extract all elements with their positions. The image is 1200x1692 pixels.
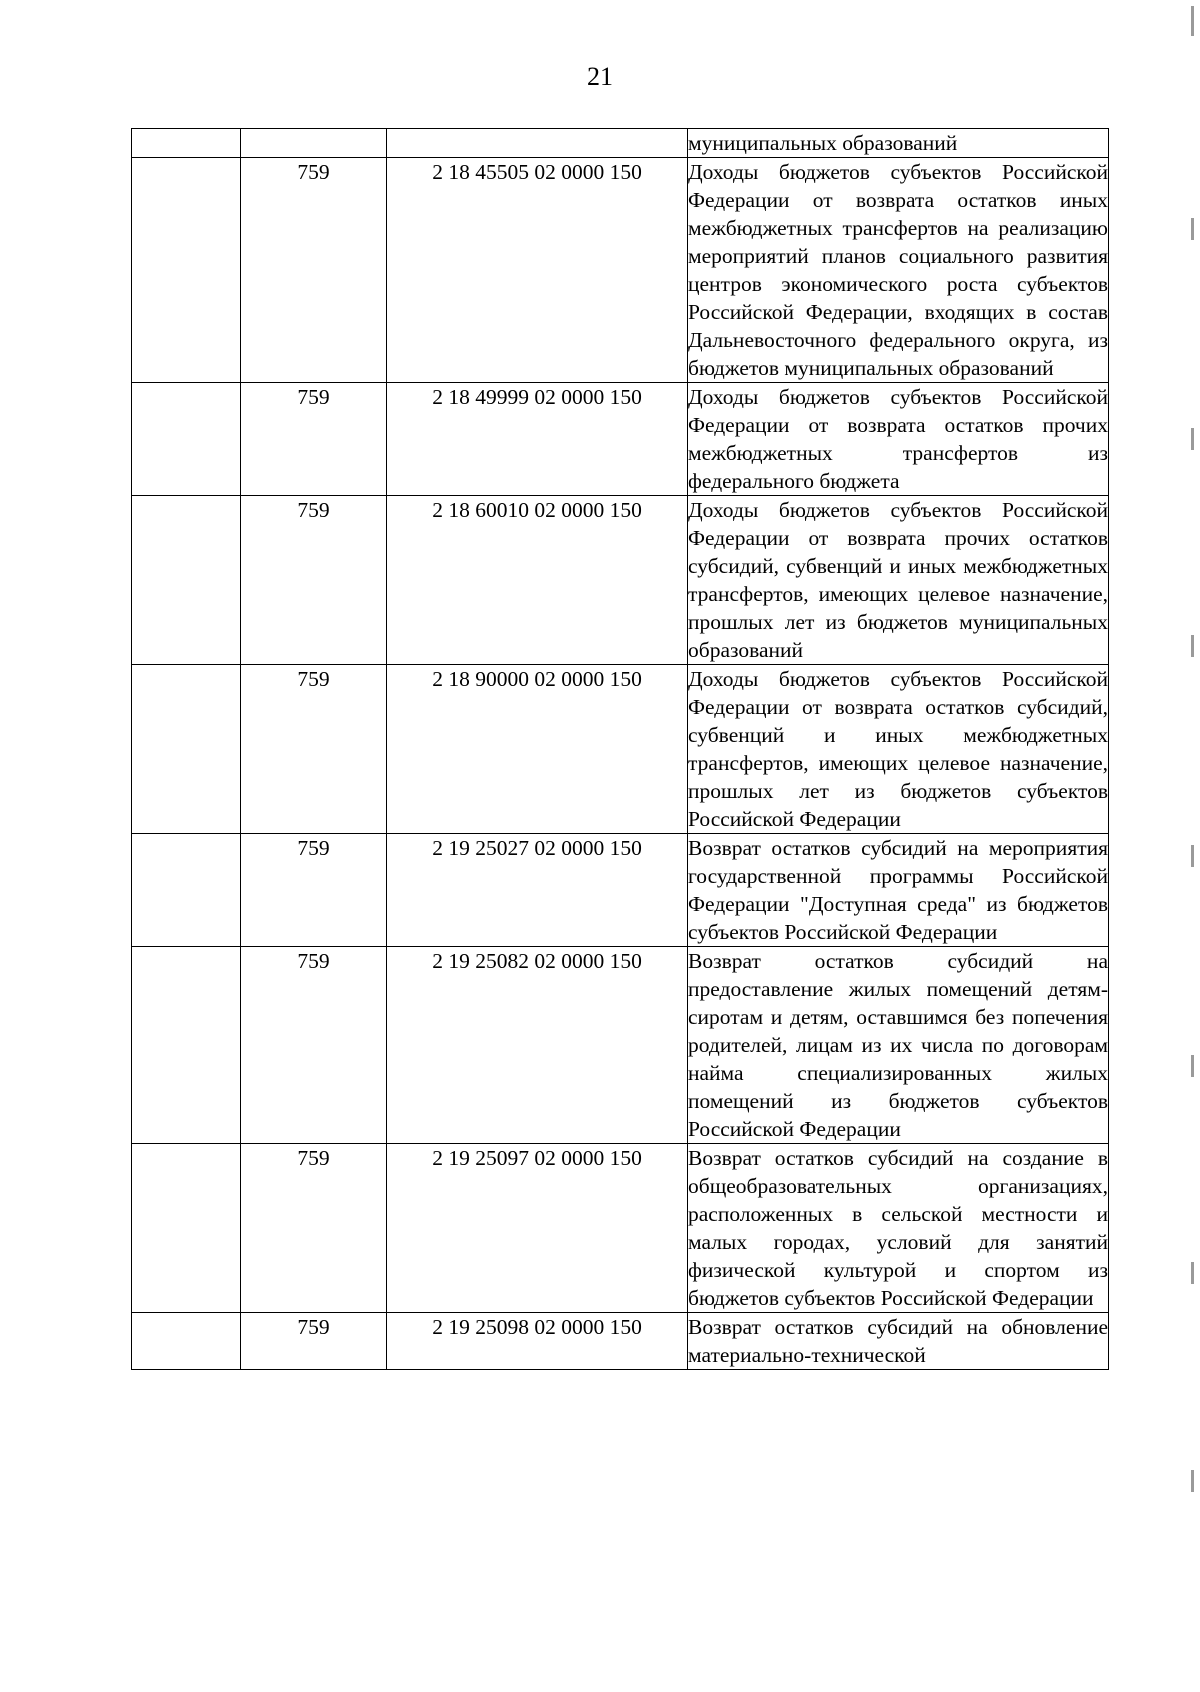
table-row — [132, 665, 1109, 834]
scan-edge-mark — [1191, 1470, 1194, 1492]
description-cell: Доходы бюджетов субъектов Российской Федерации от возврата остатков субсидий, субвенций и иных межбюджетных трансфертов, имеющих целевое назначение, прошлых лет из бюджетов субъектов Российской Федерации — [688, 665, 1109, 834]
admin-code-cell: 759 — [241, 1144, 387, 1313]
description-cell: муниципальных образований — [688, 129, 1109, 158]
row-index-cell — [132, 834, 241, 947]
budget-code-cell: 2 18 90000 02 0000 150 — [387, 665, 688, 834]
budget-code-cell: 2 19 25082 02 0000 150 — [387, 947, 688, 1144]
admin-code-cell: 759 — [241, 383, 387, 496]
description-cell: Доходы бюджетов субъектов Российской Федерации от возврата остатков прочих межбюджетных трансфертов из федерального бюджета — [688, 383, 1109, 496]
row-index-cell — [132, 383, 241, 496]
scan-edge-mark — [1191, 635, 1194, 657]
budget-code-cell: 2 18 49999 02 0000 150 — [387, 383, 688, 496]
row-index-cell — [132, 947, 241, 1144]
scan-edge-mark — [1191, 428, 1194, 450]
admin-code-cell: 759 — [241, 1313, 387, 1370]
budget-code-cell: 2 18 45505 02 0000 150 — [387, 158, 688, 383]
row-index-cell — [132, 1144, 241, 1313]
scan-edge-mark — [1191, 6, 1194, 36]
table-row — [132, 1313, 1109, 1370]
description-cell: Возврат остатков субсидий на обновление материально-технической — [688, 1313, 1109, 1370]
table-row-continuation — [132, 129, 1109, 158]
admin-code-cell: 759 — [241, 834, 387, 947]
budget-code-cell: 2 18 60010 02 0000 150 — [387, 496, 688, 665]
row-index-cell — [132, 129, 241, 158]
table-row — [132, 947, 1109, 1144]
description-cell: Возврат остатков субсидий на предоставление жилых помещений детям-сиротам и детям, оставшимся без попечения родителей, лицам из их числа по договорам найма специализированных жилых помещений из бюджетов субъектов Российской Федерации — [688, 947, 1109, 1144]
scan-edge-mark — [1191, 218, 1194, 240]
row-index-cell — [132, 1313, 241, 1370]
scan-edge-mark — [1191, 1055, 1194, 1077]
table-row — [132, 496, 1109, 665]
description-cell: Возврат остатков субсидий на мероприятия государственной программы Российской Федерации "Доступная среда" из бюджетов субъектов Российской Федерации — [688, 834, 1109, 947]
admin-code-cell: 759 — [241, 158, 387, 383]
description-cell: Доходы бюджетов субъектов Российской Федерации от возврата остатков иных межбюджетных трансфертов на реализацию мероприятий планов социального развития центров экономического роста субъектов Российской Федерации, входящих в состав Дальневосточного федерального округа, из бюджетов муниципальных образований — [688, 158, 1109, 383]
budget-code-cell: 2 19 25027 02 0000 150 — [387, 834, 688, 947]
table-row — [132, 1144, 1109, 1313]
budget-code-cell: 2 19 25097 02 0000 150 — [387, 1144, 688, 1313]
row-index-cell — [132, 665, 241, 834]
admin-code-cell: 759 — [241, 947, 387, 1144]
table-row — [132, 383, 1109, 496]
admin-code-cell — [241, 129, 387, 158]
description-cell: Возврат остатков субсидий на создание в общеобразовательных организациях, расположенных в сельской местности и малых городах, условий для занятий физической культурой и спортом из бюджетов субъектов Российской Федерации — [688, 1144, 1109, 1313]
admin-code-cell: 759 — [241, 496, 387, 665]
scan-edge-mark — [1191, 1262, 1194, 1284]
budget-codes-table — [131, 128, 1109, 1370]
table-row — [132, 834, 1109, 947]
budget-code-cell — [387, 129, 688, 158]
row-index-cell — [132, 158, 241, 383]
description-cell: Доходы бюджетов субъектов Российской Федерации от возврата прочих остатков субсидий, субвенций и иных межбюджетных трансфертов, имеющих целевое назначение, прошлых лет из бюджетов муниципальных образований — [688, 496, 1109, 665]
page-number: 21 — [587, 62, 613, 91]
table-body — [132, 129, 1109, 1370]
admin-code-cell: 759 — [241, 665, 387, 834]
budget-code-cell: 2 19 25098 02 0000 150 — [387, 1313, 688, 1370]
table-row — [132, 158, 1109, 383]
row-index-cell — [132, 496, 241, 665]
scan-edge-mark — [1191, 845, 1194, 867]
